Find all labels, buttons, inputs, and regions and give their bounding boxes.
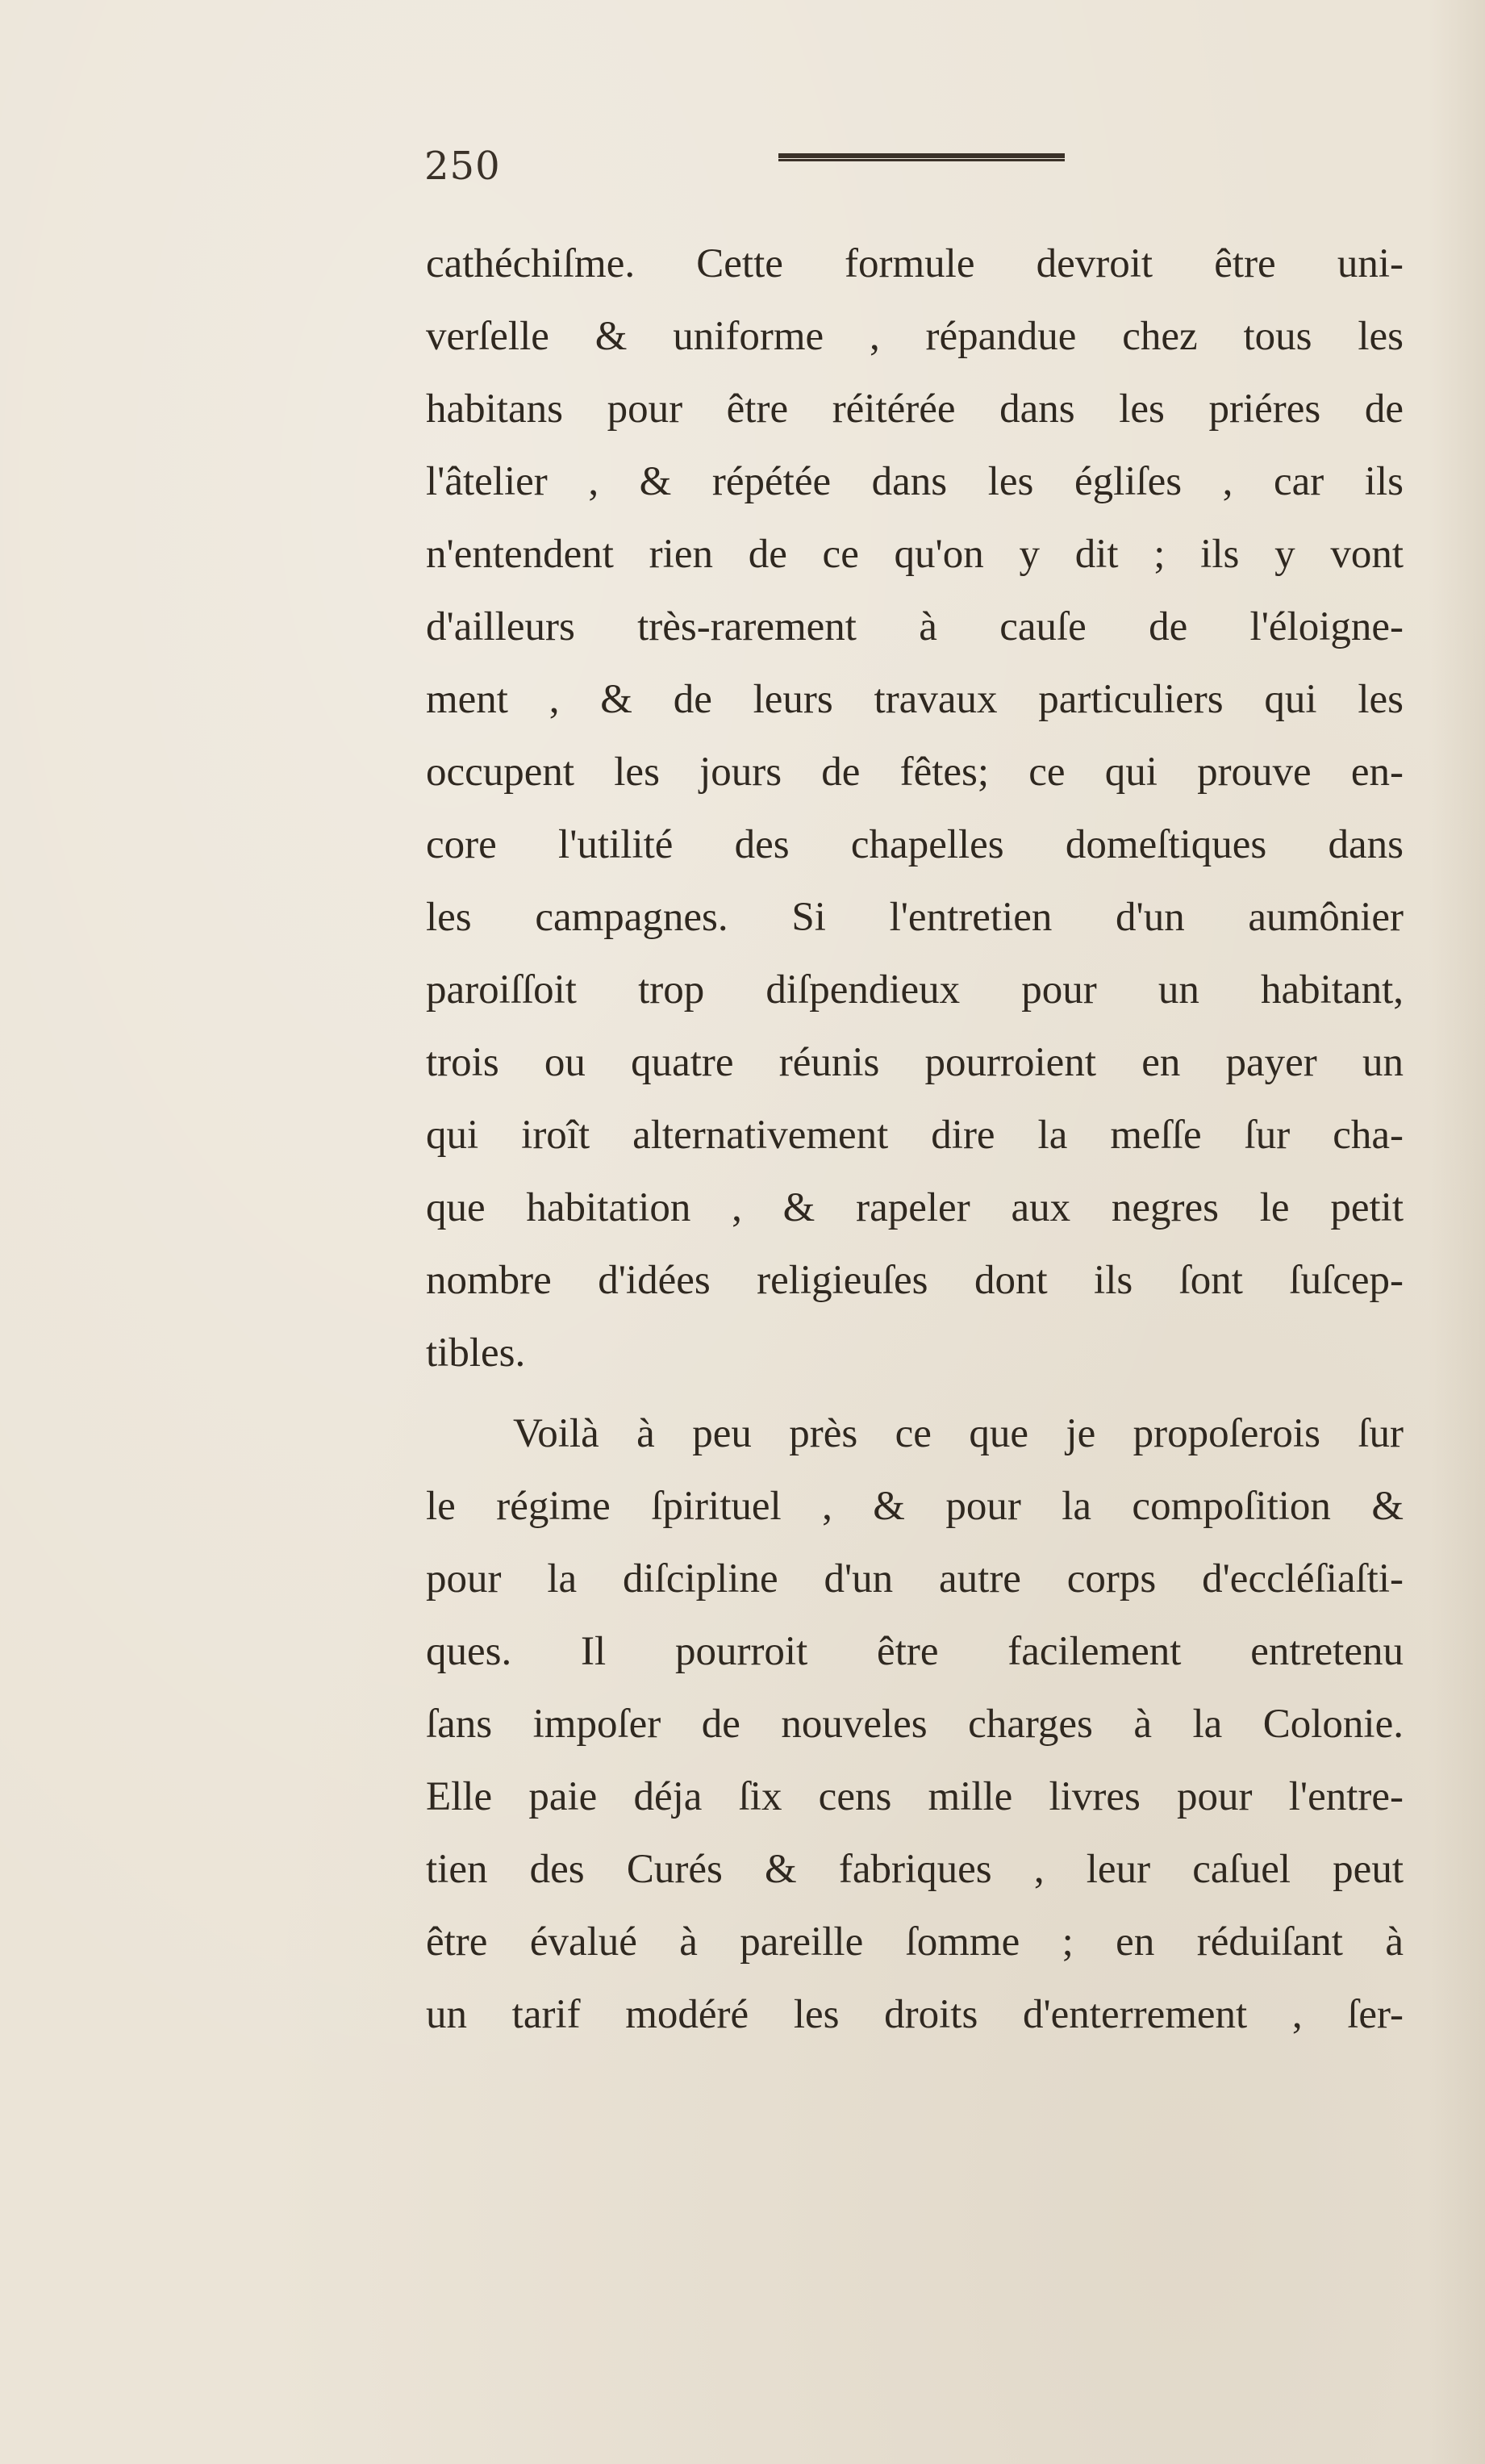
text-line: nombre d'idées religieuſes dont ils ſont ſuſcep-	[426, 1258, 1404, 1303]
text-line: un tarif modéré les droits d'enterrement , ſer-	[426, 1992, 1404, 2037]
text-line: verſelle & uniforme , répandue chez tous les	[426, 314, 1404, 359]
text-line: ſans impoſer de nouveles charges à la Colonie.	[426, 1702, 1404, 1747]
text-line: tibles.	[426, 1330, 526, 1376]
text-line: habitans pour être réitérée dans les priéres de	[426, 386, 1404, 432]
text-line: l'âtelier , & répétée dans les égliſes , car ils	[426, 459, 1404, 504]
page-edge-shadow	[1429, 0, 1485, 2464]
page-number: 250	[424, 144, 501, 189]
text-line: les campagnes. Si l'entretien d'un aumônier	[426, 895, 1404, 940]
text-line: n'entendent rien de ce qu'on y dit ; ils y vont	[426, 532, 1404, 577]
text-line: que habitation , & rapeler aux negres le petit	[426, 1185, 1404, 1230]
text-line: qui iroît alternativement dire la meſſe ſur cha-	[426, 1113, 1404, 1158]
text-line: le régime ſpirituel , & pour la compoſition &	[426, 1484, 1404, 1529]
text-line: d'ailleurs très-rarement à cauſe de l'éloigne-	[426, 604, 1404, 649]
text-line: core l'utilité des chapelles domeſtiques dans	[426, 822, 1404, 867]
text-line: ques. Il pourroit être facilement entretenu	[426, 1629, 1404, 1674]
text-line: occupent les jours de fêtes; ce qui prouve en-	[426, 750, 1404, 795]
text-line: paroiſſoit trop diſpendieux pour un habitant,	[426, 967, 1404, 1013]
text-line: Elle paie déja ſix cens mille livres pour l'entre-	[426, 1774, 1404, 1819]
text-line: trois ou quatre réunis pourroient en payer un	[426, 1040, 1404, 1085]
text-line: tien des Curés & fabriques , leur caſuel peut	[426, 1847, 1404, 1892]
text-line: pour la diſcipline d'un autre corps d'eccléſiaſti-	[426, 1556, 1404, 1602]
header-rule	[778, 153, 1065, 161]
text-line: cathéchiſme. Cette formule devroit être uni-	[426, 241, 1404, 286]
text-line: être évalué à pareille ſomme ; en réduiſant à	[426, 1919, 1404, 1965]
text-line: ment , & de leurs travaux particuliers qui les	[426, 677, 1404, 722]
text-line: Voilà à peu près ce que je propoſerois ſur	[513, 1411, 1404, 1456]
